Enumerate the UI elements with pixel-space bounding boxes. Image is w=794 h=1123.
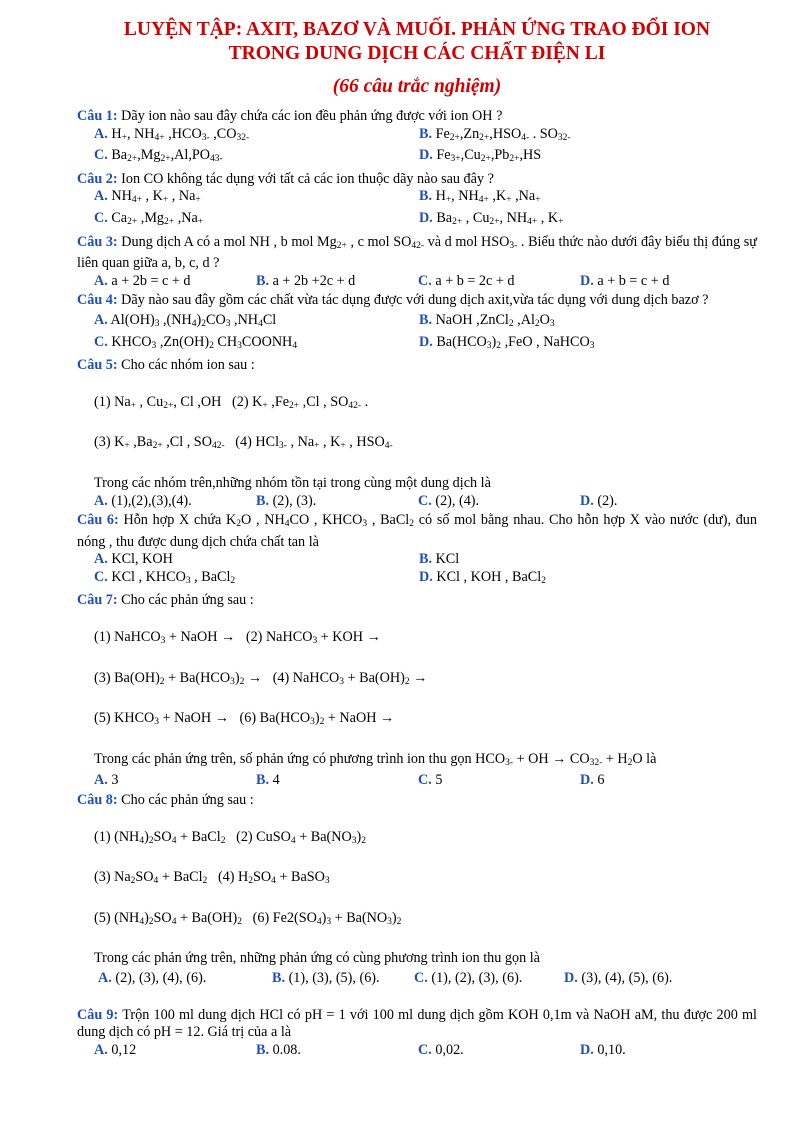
option-c: C. a + b = 2c + d	[418, 272, 515, 289]
reaction-5-6: (5) $(NH_4)_2SO_4 + Ba(OH)_2$ (6) $Fe2(SO_4)_3 + Ba(NO_3)_2$	[94, 909, 402, 927]
reaction-1-2: (1) $(NH_4)_2SO_4$ + BaCl$_2$ (2) CuSO$_4$ + $Ba(NO_3)_2$	[94, 828, 366, 846]
question-6: Câu 6: Hỗn hợp X chứa $K_2O$ , $NH_4CO$ , $KHCO_3$ , BaCl$_2$ có số mol bằng nhau. Cho hỗn hợp X vào nước (dư), đun nóng , thu được dung dịch chứa chất tan là	[77, 512, 757, 550]
option-b: B. (1), (3), (5), (6).	[272, 970, 380, 986]
question-7-conclusion: Trong các phản ứng trên, số phản ứng có phương trình ion thu gọn $HCO_{3-}$ + OH → $CO_{32-} + H_2O$ là	[94, 750, 657, 768]
options-row	[77, 1042, 757, 1060]
option-a: A. (2), (3), (4), (6).	[98, 970, 207, 986]
question-5-conclusion: Trong các nhóm trên,những nhóm tồn tại trong cùng một dung dịch là	[94, 474, 491, 491]
option-d: D. (2).	[580, 492, 618, 509]
options-row	[77, 147, 757, 169]
option-b: B. $H_+$, $NH_{4+}$ $,K_+$ $,Na_+$	[419, 188, 541, 206]
option-d: D. KCl , KOH , BaCl$_2$	[419, 568, 546, 586]
option-c: C. 5	[418, 772, 443, 789]
option-b: B. 0.08.	[256, 1041, 301, 1058]
option-c: C. (2), (4).	[418, 492, 480, 509]
option-a: A. (1),(2),(3),(4).	[94, 492, 192, 509]
option-c: C. $Ca_{2+}$ $,Mg_{2+}$ $,Na_+$	[94, 209, 204, 227]
question-2: Câu 2: Ion CO không tác dụng với tất cả các ion thuộc dãy nào sau đây ?	[77, 170, 494, 187]
options-row	[77, 210, 757, 232]
question-9: Câu 9: Trộn 100 ml dung dịch HCl có pH = 1 với 100 ml dung dịch gồm KOH 0,1m và NaOH aM, thu được 200 ml dung dịch có pH = 12. Giá trị của a là	[77, 1006, 757, 1041]
options-row	[77, 273, 757, 291]
option-a: A. 0,12	[94, 1041, 137, 1058]
option-a: A. KCl, KOH	[94, 551, 173, 568]
question-7: Câu 7: Cho các phản ứng sau :	[77, 592, 254, 609]
question-label: Câu 1:	[77, 108, 118, 124]
question-3: Câu 3: Dung dịch A có a mol NH , b mol $Mg_{2+}$ , c mol $SO_{42-}$ và d mol $HSO_{3-}$ . Biểu thức nào dưới đây biểu thị đúng sự liên quan giữa a, b, c, d ?	[77, 233, 757, 272]
option-d: D. a + b = c + d	[580, 272, 670, 289]
option-a: A. $Al(OH)_3$ $,(NH_4)_2CO_3$ $,NH_4Cl$	[94, 311, 277, 329]
question-8: Câu 8: Cho các phản ứng sau :	[77, 792, 254, 809]
option-c: C. (1), (2), (3), (6).	[414, 970, 523, 986]
question-5: Câu 5: Cho các nhóm ion sau :	[77, 357, 255, 374]
option-a: A. $NH_{4+}$ , $K_+$ , $Na_+$	[94, 188, 201, 206]
options-row	[77, 126, 757, 148]
option-d: D. $Ba(HCO_3)_2$ ,FeO , NaHCO$_3$	[419, 333, 595, 351]
options-row	[77, 493, 757, 511]
reaction-1-2: (1) NaHCO$_3$ + NaOH → (2) NaHCO$_3$ + KOH →	[94, 629, 381, 647]
option-d: D. 6	[580, 772, 605, 789]
question-8-conclusion: Trong các phản ứng trên, những phản ứng có cùng phương trình ion thu gọn là	[94, 950, 540, 967]
reaction-3-4: (3) $Na_2SO_4$ + BaCl$_2$ (4) $H_2SO_4$ + BaSO$_3$	[94, 869, 330, 887]
option-a: A. 3	[94, 772, 119, 789]
option-c: C. 0,02.	[418, 1041, 464, 1058]
option-d: D. (3), (4), (5), (6).	[564, 970, 673, 986]
question-4: Câu 4: Dãy nào sau đây gồm các chất vừa tác dụng được với dung dịch axit,vừa tác dụng với dung dịch bazơ ?	[77, 292, 709, 309]
option-b: B. (2), (3).	[256, 492, 317, 509]
title-line-2: TRONG DUNG DỊCH CÁC CHẤT ĐIỆN LI	[228, 43, 606, 64]
options-row	[77, 334, 757, 356]
question-1	[77, 108, 757, 126]
question-text: Dãy ion nào sau đây chứa các ion đều phản ứng được với ion OH ?	[117, 108, 503, 124]
option-c: C. $KHCO_3$ $,Zn(OH)_2$ $CH_3COONH_4$	[94, 333, 298, 351]
title-line-1: LUYỆN TẬP: AXIT, BAZƠ VÀ MUỐI. PHẢN ỨNG TRAO ĐỔI ION	[123, 19, 711, 40]
ion-group-3-4: (3) $K_+$ $,Ba_{2+}$ ,Cl , $SO_{42-}$ (4) HCl$_{3-}$ , $Na_+$ , $K_+$ , $HSO_{4-}$	[94, 434, 393, 452]
document-page	[77, 18, 757, 1059]
option-c: C. KCl , $KHCO_3$ , BaCl$_2$	[94, 568, 236, 586]
options-row	[77, 772, 757, 790]
options-row	[77, 312, 757, 334]
option-b: B. KCl	[419, 551, 460, 568]
option-d: D. $Fe_{3+},Cu_{2+},Pb_{2+},HS$	[419, 147, 542, 165]
options-row	[77, 551, 757, 569]
option-b: B. NaOH ,ZnCl$_2$ $,Al_2O_3$	[419, 311, 555, 329]
option-d: D. 0,10.	[580, 1041, 626, 1058]
option-d: D. $Ba_{2+}$ , $Cu_{2+}$, $NH_{4+}$ , $K_+$	[419, 209, 564, 227]
reaction-3-4: (3) $Ba(OH)_2 + Ba(HCO_3)_2 \to (4)$ NaHCO$_3$ + $Ba(OH)_2$ →	[94, 669, 428, 687]
options-row	[77, 188, 757, 210]
options-row	[77, 970, 757, 988]
option-b: B. $Fe_{2+},Zn_{2+},HSO_{4-}$ . $SO_{32-}$	[419, 125, 571, 143]
option-c: C. $Ba_{2+},Mg_{2+},Al,PO_{43-}$	[94, 147, 223, 165]
ion-group-1-2: (1) $Na_+$ , $Cu_{2+}$, Cl ,OH (2) $K_+$ $,Fe_{2+}$ ,Cl , $SO_{42-}$ .	[94, 393, 369, 411]
option-a: A. $H_+$, $NH_{4+}$ $,HCO_{3-}$ $,CO_{32-}$	[94, 125, 250, 143]
reaction-5-6: (5) $KHCO_3$ + NaOH → (6) $Ba(HCO_3)_2$ + NaOH →	[94, 710, 395, 728]
subtitle: (66 câu trắc nghiệm)	[332, 76, 502, 97]
option-b: B. 4	[256, 772, 280, 789]
options-row	[77, 569, 757, 591]
option-b: B. a + 2b +2c + d	[256, 272, 356, 289]
option-a: A. a + 2b = c + d	[94, 272, 191, 289]
